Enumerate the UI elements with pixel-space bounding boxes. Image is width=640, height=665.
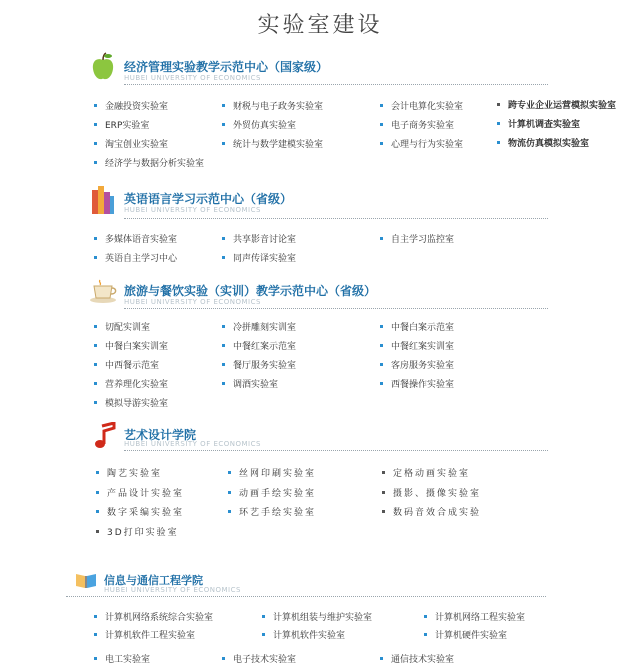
- section-info-comm: [0, 566, 640, 665]
- lab-link[interactable]: 统计与数学建模实验室: [222, 137, 323, 150]
- section-subtitle: HUBEI UNIVERSITY OF ECONOMICS: [104, 586, 241, 594]
- section-title: 艺术设计学院: [124, 428, 197, 442]
- lab-link[interactable]: 淘宝创业实验室: [94, 137, 168, 150]
- lab-link[interactable]: 计算机软件实验室: [262, 628, 345, 641]
- lab-link[interactable]: 西餐操作实验室: [380, 377, 454, 390]
- section-subtitle: HUBEI UNIVERSITY OF ECONOMICS: [124, 206, 261, 214]
- lab-link[interactable]: 餐厅服务实验室: [222, 358, 296, 371]
- section-subtitle: HUBEI UNIVERSITY OF ECONOMICS: [124, 74, 261, 82]
- lab-link[interactable]: 中餐红案实训室: [380, 339, 454, 352]
- section-tourism: [0, 272, 640, 416]
- lab-link[interactable]: 英语自主学习中心: [94, 251, 177, 264]
- section-subtitle: HUBEI UNIVERSITY OF ECONOMICS: [124, 298, 261, 306]
- lab-link[interactable]: 电子技术实验室: [222, 652, 296, 665]
- section-divider: [124, 450, 548, 451]
- lab-link[interactable]: 模拟导游实验室: [94, 396, 168, 409]
- section-subtitle: HUBEI UNIVERSITY OF ECONOMICS: [124, 440, 261, 448]
- lab-link[interactable]: 会计电算化实验室: [380, 99, 463, 112]
- lab-link[interactable]: 电工实验室: [94, 652, 150, 665]
- lab-link[interactable]: 中餐白案实训室: [94, 339, 168, 352]
- lab-link[interactable]: 计算机网络系统综合实验室: [94, 610, 213, 623]
- lab-link[interactable]: 自主学习监控室: [380, 232, 454, 245]
- lab-link[interactable]: 电子商务实验室: [380, 118, 454, 131]
- lab-link[interactable]: 心理与行为实验室: [380, 137, 463, 150]
- lab-link[interactable]: 财税与电子政务实验室: [222, 99, 323, 112]
- section-divider: [124, 308, 548, 309]
- section-english: [0, 180, 640, 270]
- lab-link[interactable]: 中餐红案示范室: [222, 339, 296, 352]
- section-title: 旅游与餐饮实验（实训）教学示范中心（省级）: [124, 284, 377, 298]
- lab-link[interactable]: 数字采编实验室: [96, 505, 184, 518]
- lab-link[interactable]: 数码音效合成实验: [382, 505, 481, 518]
- lab-link[interactable]: 定格动画实验室: [382, 466, 470, 479]
- lab-link[interactable]: 通信技术实验室: [380, 652, 454, 665]
- section-title: 经济管理实验教学示范中心（国家级）: [124, 60, 329, 74]
- section-divider: [124, 84, 548, 85]
- lab-link[interactable]: 环艺手绘实验室: [228, 505, 316, 518]
- lab-link[interactable]: 计算机网络工程实验室: [424, 610, 525, 623]
- lab-link[interactable]: 营养理化实验室: [94, 377, 168, 390]
- lab-link[interactable]: 摄影、摄像实验室: [382, 486, 481, 499]
- lab-link[interactable]: 中餐白案示范室: [380, 320, 454, 333]
- teacup-icon: [88, 278, 118, 304]
- lab-link[interactable]: 多媒体语音实验室: [94, 232, 177, 245]
- apple-icon: [90, 52, 116, 82]
- lab-link[interactable]: 金融投资实验室: [94, 99, 168, 112]
- lab-link[interactable]: 经济学与数据分析实验室: [94, 156, 204, 169]
- lab-link[interactable]: 客房服务实验室: [380, 358, 454, 371]
- section-divider: [66, 596, 546, 597]
- lab-link[interactable]: 产品设计实验室: [96, 486, 184, 499]
- section-title: 信息与通信工程学院: [104, 574, 203, 587]
- lab-link[interactable]: 陶艺实验室: [96, 466, 162, 479]
- lab-link[interactable]: 同声传译实验室: [222, 251, 296, 264]
- lab-link[interactable]: 跨专业企业运营模拟实验室: [497, 98, 616, 111]
- lab-link[interactable]: 3D打印实验室: [96, 525, 179, 538]
- lab-link[interactable]: 丝网印刷实验室: [228, 466, 316, 479]
- section-art-design: [0, 418, 640, 546]
- lab-link[interactable]: 共享影音讨论室: [222, 232, 296, 245]
- lab-link[interactable]: 计算机组装与维护实验室: [262, 610, 372, 623]
- lab-link[interactable]: 计算机软件工程实验室: [94, 628, 195, 641]
- music-note-icon: [94, 422, 116, 450]
- lab-link[interactable]: ERP实验室: [94, 118, 149, 131]
- lab-link[interactable]: 调酒实验室: [222, 377, 278, 390]
- section-economics: [0, 50, 640, 176]
- lab-link[interactable]: 中西餐示范室: [94, 358, 159, 371]
- section-divider: [124, 218, 548, 219]
- lab-link[interactable]: 计算机调查实验室: [497, 117, 580, 130]
- lab-link[interactable]: 动画手绘实验室: [228, 486, 316, 499]
- lab-link[interactable]: 计算机硬件实验室: [424, 628, 507, 641]
- lab-link[interactable]: 外贸仿真实验室: [222, 118, 296, 131]
- page-title: 实验室建设: [257, 13, 383, 38]
- lab-link[interactable]: 物流仿真模拟实验室: [497, 136, 589, 149]
- books-icon: [90, 184, 116, 216]
- book-icon: [74, 570, 98, 590]
- lab-link[interactable]: 切配实训室: [94, 320, 150, 333]
- section-title: 英语语言学习示范中心（省级）: [124, 192, 293, 206]
- lab-link[interactable]: 冷拼雕刻实训室: [222, 320, 296, 333]
